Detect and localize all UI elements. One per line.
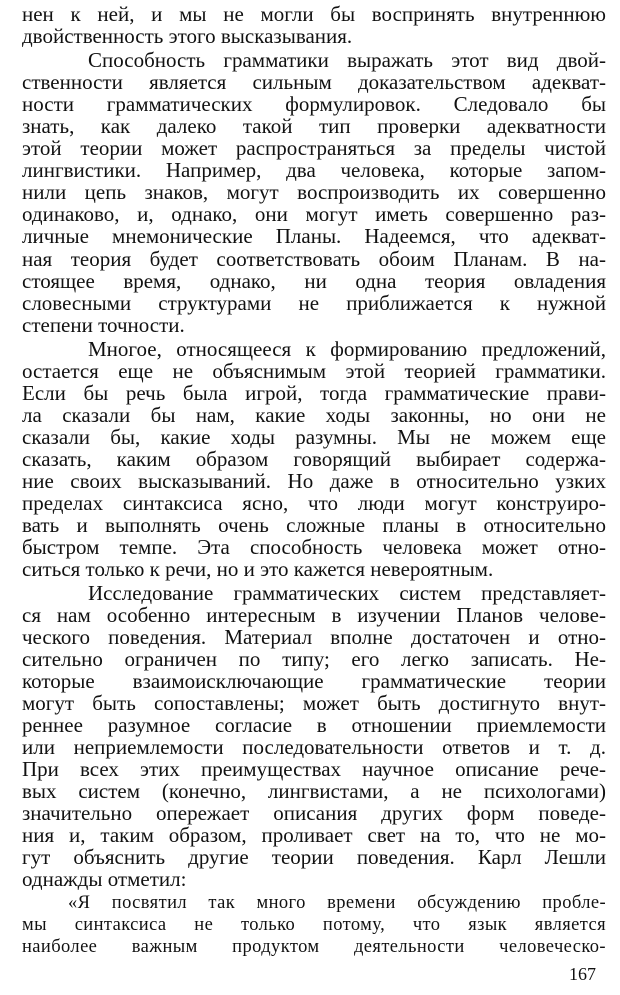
text-line: ся нам особенно интересным в изучении Планов челове- bbox=[22, 603, 606, 627]
text-line: Исследование грамматических систем представляет- bbox=[88, 581, 606, 605]
text-line: сказали бы, какие ходы разумны. Мы не можем еще bbox=[22, 425, 606, 449]
text-line: нен к ней, и мы не могли бы воспринять внутреннюю bbox=[22, 2, 606, 26]
text-line: ла сказали бы нам, какие ходы законны, но они не bbox=[22, 403, 606, 427]
text-line: значительно опережает описания других форм поведе- bbox=[22, 801, 606, 825]
text-line: вых систем (конечно, лингвистами, а не психологами) bbox=[22, 779, 606, 803]
text-line: или неприемлемости последовательности ответов и т. д. bbox=[22, 735, 606, 759]
text-line: нили цепь знаков, могут воспроизводить их совершенно bbox=[22, 180, 606, 204]
text-line: ситься только к речи, но и это кажется невероятным. bbox=[22, 557, 494, 581]
text-line: этой теории может распространяться за пределы чистой bbox=[22, 136, 606, 160]
text-line: Если бы речь была игрой, тогда грамматические прави- bbox=[22, 381, 606, 405]
text-line: могут быть сопоставлены; может быть достигнуто внут- bbox=[22, 691, 606, 715]
text-line: двойственность этого высказывания. bbox=[22, 24, 353, 48]
text-line: словесными структурами не приближается к нужной bbox=[22, 291, 606, 315]
text-line: ная теория будет соответствовать обоим Планам. В на- bbox=[22, 247, 606, 271]
text-line: ния и, таким образом, проливает свет на то, что не мо- bbox=[22, 823, 606, 847]
text-line: вать и выполнять очень сложные планы в относительно bbox=[22, 513, 606, 537]
text-line: однажды отметил: bbox=[22, 867, 187, 891]
text-line: сительно ограничен по типу; его легко записать. Не- bbox=[22, 647, 606, 671]
text-line: быстром темпе. Эта способность человека может отно- bbox=[22, 535, 606, 559]
text-line: знать, как далеко такой тип проверки адекватности bbox=[22, 114, 606, 138]
text-line: лингвистики. Например, два человека, которые запом- bbox=[22, 158, 606, 182]
text-line: гут объяснить другие теории поведения. Карл Лешли bbox=[22, 845, 606, 869]
text-line: ческого поведения. Материал вполне достаточен и отно- bbox=[22, 625, 606, 649]
text-line: Способность грамматики выражать этот вид двой- bbox=[88, 48, 606, 72]
text-line: стоящее время, однако, ни одна теория овладения bbox=[22, 269, 606, 293]
text-line: остается еще не объяснимым этой теорией грамматики. bbox=[22, 359, 606, 383]
text-line: ности грамматических формулировок. Следовало бы bbox=[22, 92, 606, 116]
text-line: одинаково, и, однако, они могут иметь совершенно раз- bbox=[22, 202, 606, 226]
text-line: Многое, относящееся к формированию предложений, bbox=[88, 337, 606, 361]
text-line: пределах синтаксиса ясно, что люди могут конструиро- bbox=[22, 491, 606, 515]
text-line: реннее разумное согласие в отношении приемлемости bbox=[22, 713, 606, 737]
text-line: мы синтаксиса не только потому, что язык является bbox=[22, 915, 606, 935]
text-line: При всех этих преимуществах научное описание рече- bbox=[22, 757, 606, 781]
text-line: степени точности. bbox=[22, 313, 185, 337]
page-number: 167 bbox=[569, 964, 596, 984]
text-line: ние своих высказываний. Но даже в относительно узких bbox=[22, 469, 606, 493]
text-line: ственности является сильным доказательством адекват- bbox=[22, 70, 606, 94]
text-line: наиболее важным продуктом деятельности человеческо- bbox=[22, 937, 606, 957]
text-line: личные мнемонические Планы. Надеемся, что адекват- bbox=[22, 224, 606, 248]
text-line: «Я посвятил так много времени обсуждению пробле- bbox=[68, 893, 606, 913]
text-line: сказать, каким образом говорящий выбирает содержа- bbox=[22, 447, 606, 471]
text-line: которые взаимоисключающие грамматические теории bbox=[22, 669, 606, 693]
